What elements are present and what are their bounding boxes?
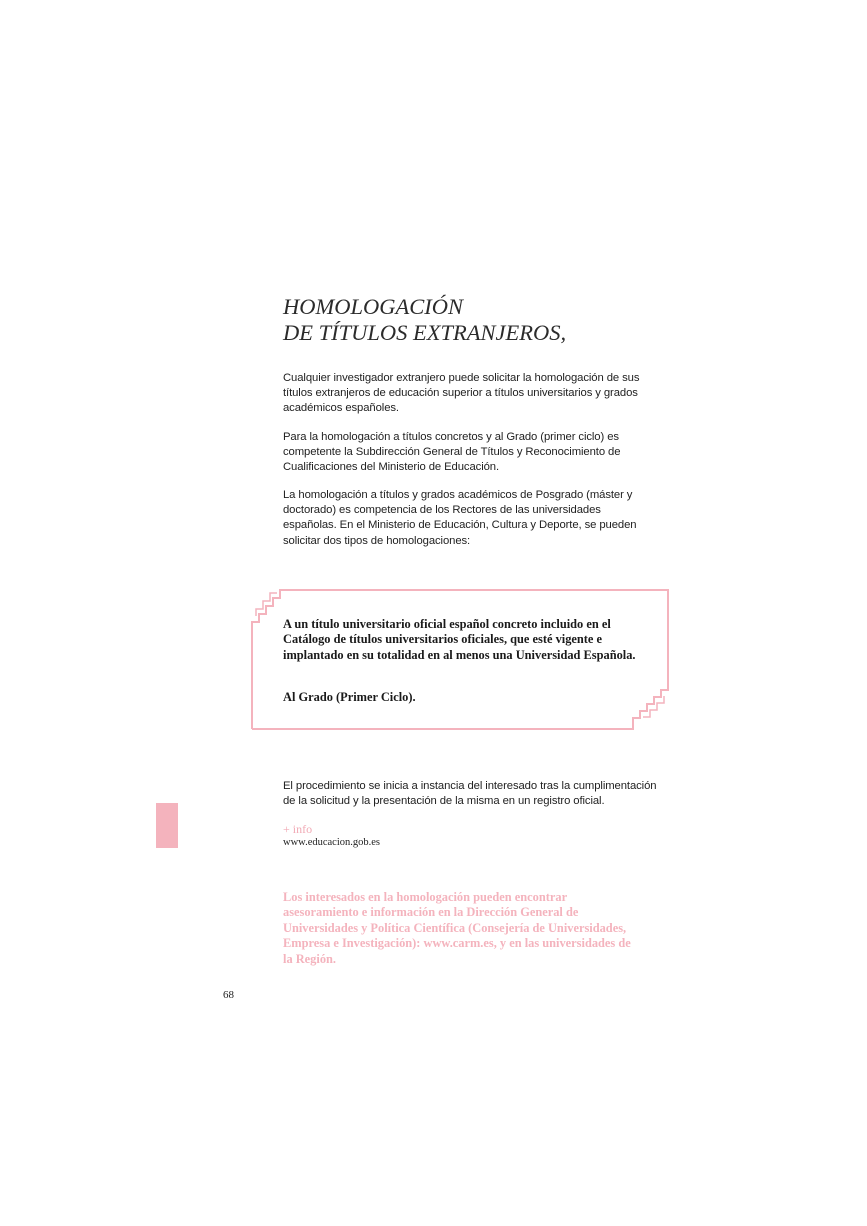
paragraph-posgrado: La homologación a títulos y grados académicos de Posgrado (máster y doctorado) es competencia de los Rectores de las universidades españolas. En el Ministerio de Educación, Cultura y Deporte, se pueden solicitar dos tipos de homologaciones: xyxy=(283,489,637,547)
paragraph-intro: Cualquier investigador extranjero puede solicitar la homologación de sus títulos extranjeros de educación superior a títulos universitarios y grados académicos españoles. xyxy=(283,372,640,415)
paragraph-competent: Para la homologación a títulos concretos y al Grado (primer ciclo) es competente la Subdirección General de Títulos y Reconocimiento de Cualificaciones del Ministerio de Educación. xyxy=(283,431,621,474)
info-link[interactable]: www.educacion.gob.es xyxy=(283,837,380,848)
box-item-grado: Al Grado (Primer Ciclo). xyxy=(283,690,416,704)
page-title xyxy=(283,294,703,346)
box-item-title: A un título universitario oficial español concreto incluido en el Catálogo de títulos universitarios oficiales, que esté vigente e implantado en su totalidad en al menos una Universidad Española. xyxy=(283,617,636,662)
title-line-2: DE TÍTULOS EXTRANJEROS, xyxy=(283,320,567,345)
info-label: + info xyxy=(283,822,313,836)
title-line-1: HOMOLOGACIÓN xyxy=(283,294,463,319)
contact-note: Los interesados en la homologación pueden encontrar asesoramiento e información en la Dirección General de Universidades y Política Científica (Consejería de Universidades, Empresa e Investigación): www.carm.es, y en las universidades de la Región. xyxy=(283,890,631,966)
page-number: 68 xyxy=(223,989,234,1001)
side-tab-marker xyxy=(156,803,178,848)
paragraph-procedure: El procedimiento se inicia a instancia del interesado tras la cumplimentación de la solicitud y la presentación de la misma en un registro oficial. xyxy=(283,780,657,808)
